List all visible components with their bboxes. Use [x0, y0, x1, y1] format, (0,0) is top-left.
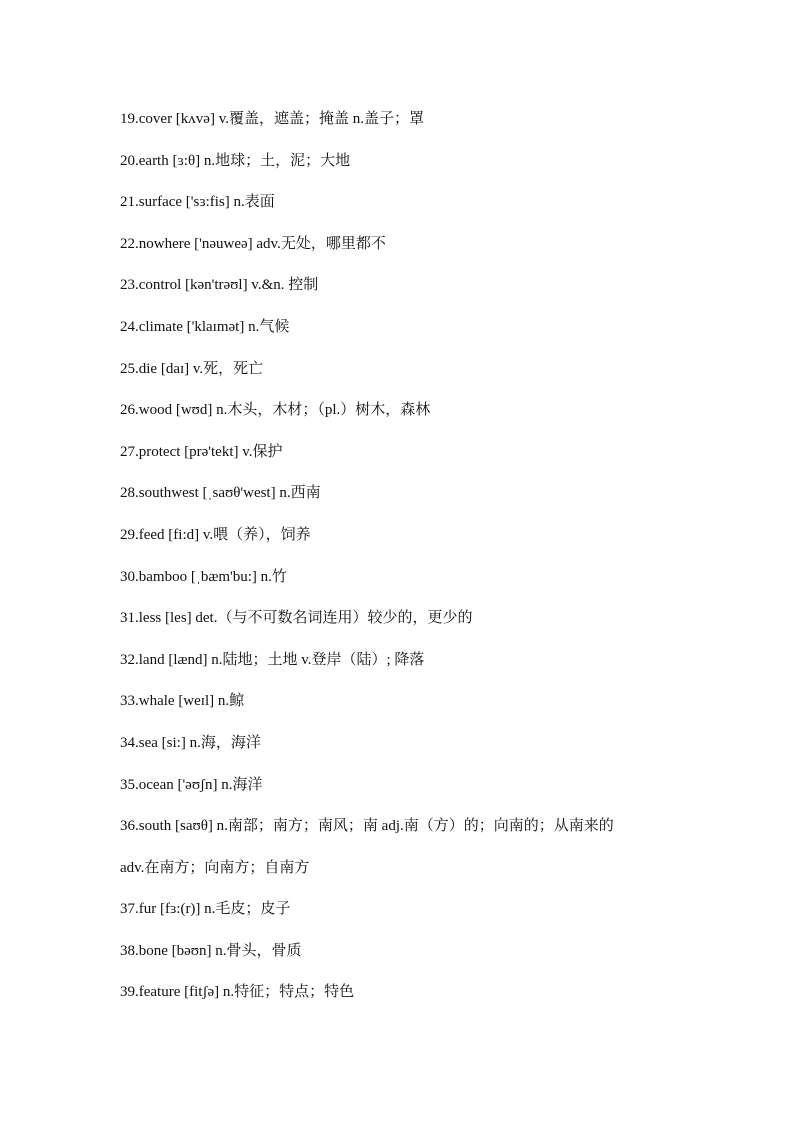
vocab-entry: 38.bone [bəʊn] n.骨头，骨质	[120, 942, 302, 959]
vocab-entry: 22.nowhere ['nəuweə] adv.无处，哪里都不	[120, 235, 386, 252]
vocab-entry: 21.surface ['sɜ:fis] n.表面	[120, 194, 275, 211]
vocab-entry: 37.fur [fɜ:(r)] n.毛皮；皮子	[120, 901, 291, 918]
vocab-entry: 31.less [les] det.（与不可数名词连用）较少的，更少的	[120, 610, 473, 627]
vocab-entry: 19.cover [kʌvə] v.覆盖，遮盖；掩盖 n.盖子；罩	[120, 111, 424, 127]
vocab-entry: 36.south [saʊθ] n.南部；南方；南风；南 adj.南（方）的；向南的；从南来的	[120, 818, 614, 835]
vocab-entry: 39.feature [fitʃə] n.特征；特点；特色	[120, 984, 355, 1001]
vocab-entry: 24.climate ['klaɪmət] n.气候	[120, 318, 290, 335]
vocab-entry: 20.earth [ɜ:θ] n.地球；土，泥；大地	[120, 152, 351, 169]
vocab-entry-continuation: adv.在南方；向南方；自南方	[120, 859, 310, 876]
vocab-entry: 28.southwest [ˌsaʊθ'west] n.西南	[120, 485, 321, 502]
vocab-entry: 30.bamboo [ˌbæm'bu:] n.竹	[120, 568, 287, 585]
vocab-entry: 34.sea [si:] n.海，海洋	[120, 734, 261, 751]
vocab-entry: 23.control [kən'trəʊl] v.&n. 控制	[120, 277, 319, 294]
vocabulary-list	[120, 107, 760, 1022]
vocab-entry: 32.land [lænd] n.陆地；土地 v.登岸（陆）; 降落	[120, 651, 425, 668]
vocab-entry: 25.die [daɪ] v.死，死亡	[120, 360, 264, 377]
vocab-entry: 26.wood [wʊd] n.木头，木材；（pl.）树木，森林	[120, 402, 431, 419]
vocab-entry: 35.ocean ['əʊʃn] n.海洋	[120, 776, 263, 793]
vocab-entry: 29.feed [fi:d] v.喂（养），饲养	[120, 526, 311, 543]
vocab-entry: 33.whale [weɪl] n.鲸	[120, 693, 245, 710]
vocab-entry: 27.protect [prə'tekt] v.保护	[120, 443, 283, 460]
